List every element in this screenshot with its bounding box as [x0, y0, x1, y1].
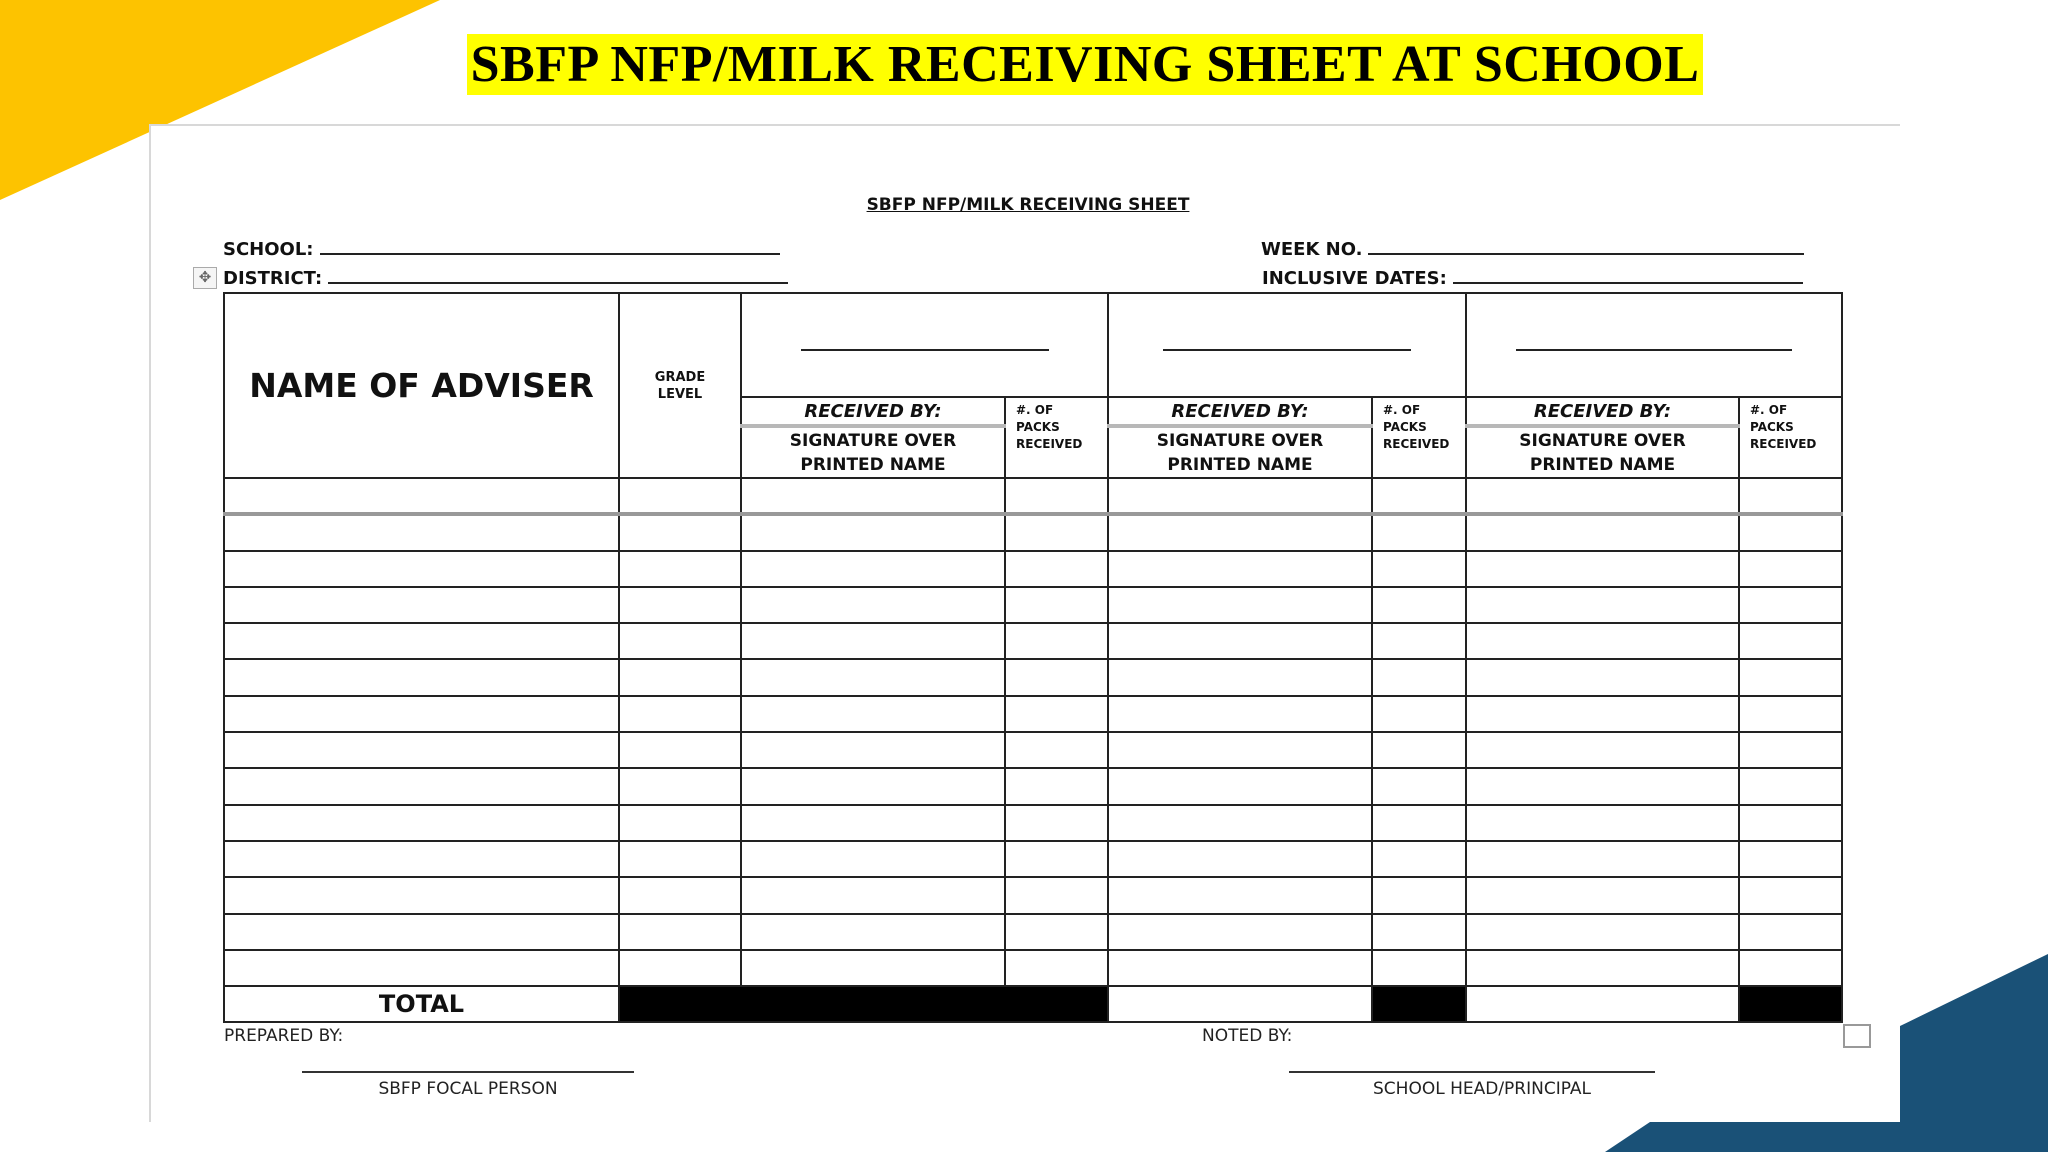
total-label: TOTAL: [224, 986, 619, 1022]
blank-cell[interactable]: [1108, 551, 1372, 587]
received-by-header: RECEIVED BY:: [1466, 397, 1739, 426]
blank-cell[interactable]: [1466, 841, 1739, 877]
blank-cell[interactable]: [224, 478, 619, 514]
table-row: [224, 696, 1842, 732]
blank-cell[interactable]: [1005, 551, 1108, 587]
blank-cell[interactable]: [1466, 768, 1739, 804]
week-blank-line: [1368, 236, 1804, 255]
blank-cell[interactable]: [1005, 805, 1108, 841]
blank-cell[interactable]: [1108, 623, 1372, 659]
blank-cell[interactable]: [224, 696, 619, 732]
blank-cell[interactable]: [741, 478, 1005, 514]
signature-header-line-1: SIGNATURE OVER: [1519, 430, 1686, 451]
blank-cell[interactable]: [1005, 841, 1108, 877]
blank-cell[interactable]: [619, 514, 741, 550]
week-label: WEEK NO.: [1261, 239, 1363, 260]
blank-cell[interactable]: [1108, 514, 1372, 550]
blank-cell[interactable]: [1372, 914, 1466, 950]
blank-cell[interactable]: [1372, 950, 1466, 986]
blank-cell[interactable]: [1372, 877, 1466, 913]
name-of-adviser-header: NAME OF ADVISER: [224, 293, 619, 478]
blank-cell[interactable]: [1739, 551, 1842, 587]
table-row: [224, 950, 1842, 986]
blank-cell[interactable]: [1739, 732, 1842, 768]
blank-cell[interactable]: [1372, 478, 1466, 514]
blank-cell[interactable]: [1466, 914, 1739, 950]
district-blank-line: [328, 265, 788, 284]
district-label: DISTRICT:: [223, 268, 323, 289]
grade-level-header: [619, 293, 741, 478]
total-row: [224, 986, 1842, 1022]
blank-cell[interactable]: [1372, 841, 1466, 877]
blank-cell[interactable]: [224, 551, 619, 587]
blank-cell[interactable]: [1372, 768, 1466, 804]
blank-cell[interactable]: [1005, 587, 1108, 623]
blank-cell[interactable]: [224, 514, 619, 550]
received-by-header: RECEIVED BY:: [1108, 397, 1372, 426]
blank-cell[interactable]: [1372, 732, 1466, 768]
table-row: [224, 914, 1842, 950]
receiving-table: [223, 292, 1843, 1023]
blank-cell[interactable]: [619, 732, 741, 768]
packs-header-line-2: PACKS: [1750, 420, 1794, 434]
blank-cell[interactable]: [741, 659, 1005, 695]
blank-cell[interactable]: [1466, 732, 1739, 768]
date-blank-line: [801, 349, 1049, 351]
blank-cell[interactable]: [1108, 950, 1372, 986]
packs-header-line-3: RECEIVED: [1750, 437, 1817, 451]
blank-cell[interactable]: [1108, 696, 1372, 732]
blank-cell[interactable]: [1005, 623, 1108, 659]
blank-cell[interactable]: [1739, 768, 1842, 804]
blank-cell[interactable]: [1005, 877, 1108, 913]
blank-cell[interactable]: [1739, 696, 1842, 732]
blank-cell[interactable]: [1466, 696, 1739, 732]
slide-title: SBFP NFP/MILK RECEIVING SHEET AT SCHOOL: [467, 34, 1703, 95]
blank-cell[interactable]: [619, 841, 741, 877]
blank-cell[interactable]: [1108, 877, 1372, 913]
school-field: [223, 236, 780, 260]
school-head-signature-line: [1289, 1071, 1655, 1073]
table-row: [224, 623, 1842, 659]
blank-cell[interactable]: [1466, 623, 1739, 659]
blank-cell[interactable]: [741, 732, 1005, 768]
table-row: [224, 659, 1842, 695]
blank-cell[interactable]: [741, 551, 1005, 587]
date-cell-2: [1108, 293, 1466, 397]
signature-header: [1466, 426, 1739, 478]
total-shaded-cell: [1372, 986, 1466, 1022]
blank-cell[interactable]: [1005, 659, 1108, 695]
blank-cell[interactable]: [1372, 659, 1466, 695]
blank-cell[interactable]: [1005, 732, 1108, 768]
blank-cell[interactable]: [741, 768, 1005, 804]
packs-header-line-2: PACKS: [1383, 420, 1427, 434]
blank-cell[interactable]: [741, 623, 1005, 659]
blank-cell[interactable]: [224, 914, 619, 950]
blank-cell[interactable]: [1372, 514, 1466, 550]
blank-cell[interactable]: [741, 914, 1005, 950]
blank-cell[interactable]: [1739, 623, 1842, 659]
packs-received-header: [1372, 397, 1466, 478]
blank-cell[interactable]: [619, 478, 741, 514]
school-blank-line: [320, 236, 780, 255]
blank-cell[interactable]: [224, 841, 619, 877]
blank-cell[interactable]: [741, 696, 1005, 732]
packs-received-header: [1005, 397, 1108, 478]
received-by-header: RECEIVED BY:: [741, 397, 1005, 426]
signature-header-line-2: PRINTED NAME: [1167, 454, 1313, 475]
packs-header-line-1: #. OF: [1383, 403, 1421, 417]
district-field: [223, 265, 788, 289]
blank-cell[interactable]: [1739, 914, 1842, 950]
date-cell-1: [741, 293, 1108, 397]
blank-cell[interactable]: [619, 805, 741, 841]
table-row: [224, 768, 1842, 804]
blank-cell[interactable]: [224, 950, 619, 986]
blank-cell[interactable]: [1466, 805, 1739, 841]
school-head-label: SCHOOL HEAD/PRINCIPAL: [1373, 1079, 1591, 1099]
blank-cell[interactable]: [1739, 805, 1842, 841]
blank-cell[interactable]: [1739, 587, 1842, 623]
blank-cell[interactable]: [1005, 950, 1108, 986]
date-blank-line: [1516, 349, 1792, 351]
blank-cell[interactable]: [1005, 478, 1108, 514]
blank-cell[interactable]: [1005, 768, 1108, 804]
blank-cell[interactable]: [1739, 841, 1842, 877]
blank-cell[interactable]: [1466, 587, 1739, 623]
blank-cell[interactable]: [1466, 659, 1739, 695]
blank-cell[interactable]: [1372, 805, 1466, 841]
blank-cell[interactable]: [1739, 950, 1842, 986]
blank-cell[interactable]: [741, 950, 1005, 986]
blank-cell[interactable]: [619, 914, 741, 950]
blank-cell[interactable]: [224, 805, 619, 841]
blank-cell[interactable]: [1372, 623, 1466, 659]
packs-header-line-1: #. OF: [1750, 403, 1788, 417]
resize-handle-icon[interactable]: [1843, 1024, 1871, 1048]
blank-cell[interactable]: [619, 551, 741, 587]
packs-header-line-1: #. OF: [1016, 403, 1054, 417]
blank-cell[interactable]: [619, 877, 741, 913]
blank-cell[interactable]: [1108, 914, 1372, 950]
blank-cell[interactable]: [619, 696, 741, 732]
packs-header-line-2: PACKS: [1016, 420, 1060, 434]
blank-cell[interactable]: [741, 587, 1005, 623]
blank-cell[interactable]: [224, 877, 619, 913]
table-row: [224, 841, 1842, 877]
blank-cell[interactable]: [741, 841, 1005, 877]
grade-header-line-1: GRADE: [654, 369, 706, 385]
blank-cell[interactable]: [1005, 696, 1108, 732]
blank-cell[interactable]: [1739, 514, 1842, 550]
noted-by-label: NOTED BY:: [1202, 1026, 1293, 1046]
table-row: [224, 877, 1842, 913]
blank-cell[interactable]: [1108, 659, 1372, 695]
dates-label: INCLUSIVE DATES:: [1262, 268, 1447, 289]
blank-cell[interactable]: [1108, 732, 1372, 768]
dates-blank-line: [1453, 265, 1803, 284]
signature-header-line-1: SIGNATURE OVER: [789, 430, 957, 451]
total-packs-cell[interactable]: [1108, 986, 1372, 1022]
blank-cell[interactable]: [224, 587, 619, 623]
dates-field: [1262, 265, 1803, 289]
packs-header-line-3: RECEIVED: [1016, 437, 1083, 451]
date-blank-line: [1163, 349, 1411, 351]
total-shaded-cell: [619, 986, 1108, 1022]
blank-cell[interactable]: [224, 732, 619, 768]
blank-cell[interactable]: [619, 587, 741, 623]
blank-cell[interactable]: [1466, 551, 1739, 587]
blank-cell[interactable]: [1108, 478, 1372, 514]
blank-cell[interactable]: [1372, 696, 1466, 732]
blank-cell[interactable]: [741, 805, 1005, 841]
blank-rows: [224, 478, 1842, 986]
total-shaded-cell: [1739, 986, 1842, 1022]
table-row: [224, 587, 1842, 623]
signature-header-line-1: SIGNATURE OVER: [1156, 430, 1324, 451]
blank-cell[interactable]: [1466, 478, 1739, 514]
blank-cell[interactable]: [741, 514, 1005, 550]
focal-person-signature-line: [302, 1071, 634, 1073]
packs-header-line-3: RECEIVED: [1383, 437, 1450, 451]
blank-cell[interactable]: [1466, 514, 1739, 550]
date-cell-3: [1466, 293, 1842, 397]
blank-cell[interactable]: [1739, 478, 1842, 514]
blank-cell[interactable]: [224, 659, 619, 695]
school-label: SCHOOL:: [223, 239, 314, 260]
blank-cell[interactable]: [1108, 587, 1372, 623]
table-row: [224, 514, 1842, 550]
blank-cell[interactable]: [1108, 768, 1372, 804]
blank-cell[interactable]: [1372, 551, 1466, 587]
blank-cell[interactable]: [619, 768, 741, 804]
blank-cell[interactable]: [1108, 841, 1372, 877]
blank-cell[interactable]: [224, 768, 619, 804]
table-move-handle-icon[interactable]: ✥: [193, 267, 217, 289]
blank-cell[interactable]: [1005, 914, 1108, 950]
blank-cell[interactable]: [1466, 950, 1739, 986]
signature-header: [1108, 426, 1372, 478]
blank-cell[interactable]: [1466, 877, 1739, 913]
total-packs-cell[interactable]: [1466, 986, 1739, 1022]
signature-header-line-2: PRINTED NAME: [1529, 454, 1676, 475]
blank-cell[interactable]: [1108, 805, 1372, 841]
blank-cell[interactable]: [1739, 877, 1842, 913]
blank-cell[interactable]: [619, 659, 741, 695]
blank-cell[interactable]: [1739, 659, 1842, 695]
signature-header: [741, 426, 1005, 478]
prepared-by-label: PREPARED BY:: [224, 1026, 344, 1046]
blank-cell[interactable]: [619, 623, 741, 659]
table-row: [224, 732, 1842, 768]
blank-cell[interactable]: [1372, 587, 1466, 623]
blank-cell[interactable]: [1005, 514, 1108, 550]
blank-cell[interactable]: [619, 950, 741, 986]
table-row: [224, 478, 1842, 514]
table-row: [224, 805, 1842, 841]
grade-header-line-2: LEVEL: [657, 386, 703, 402]
table-row: [224, 551, 1842, 587]
sheet-title: SBFP NFP/MILK RECEIVING SHEET: [866, 195, 1190, 215]
signature-header-line-2: PRINTED NAME: [800, 454, 946, 475]
week-field: [1261, 236, 1804, 260]
packs-received-header: [1739, 397, 1842, 478]
blank-cell[interactable]: [741, 877, 1005, 913]
focal-person-label: SBFP FOCAL PERSON: [378, 1079, 558, 1099]
blank-cell[interactable]: [224, 623, 619, 659]
